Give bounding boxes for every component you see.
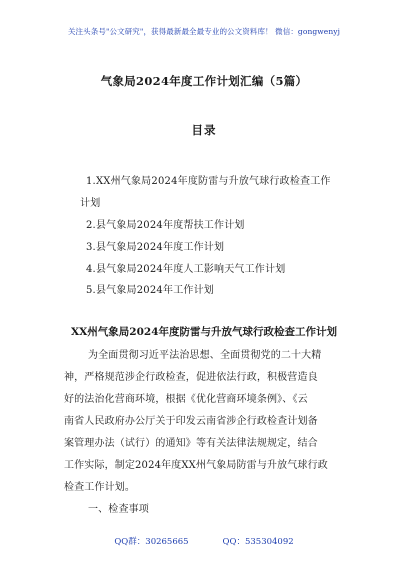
- body-line-4: 南省人民政府办公厅关于印发云南省涉企行政检查计划备: [64, 416, 318, 427]
- toc-item-4: 4.县气象局2024年度人工影响天气工作计划: [86, 264, 286, 275]
- footer-qq-group: QQ群：30265665: [114, 537, 189, 547]
- header-banner: 关注头条号"公文研究"，获得最新最全最专业的公文资料库！ 微信：gongwenyj: [67, 27, 341, 36]
- section-title: XX州气象局2024年度防雷与升放气球行政检查工作计划: [70, 326, 338, 338]
- toc-item-1: 1.XX州气象局2024年度防雷与升放气球行政检查工作: [86, 176, 331, 187]
- body-line-3: 好的法治化营商环境，根据《优化营商环境条例》、《云: [64, 394, 308, 405]
- body-line-5: 案管理办法（试行）的通知》等有关法律法规规定，结合: [64, 438, 318, 449]
- body-line-8: 一、检查事项: [88, 504, 149, 515]
- document-title: 气象局2024年度工作计划汇编（5篇）: [100, 74, 308, 88]
- footer-qq: QQ：535304092: [222, 537, 294, 547]
- footer-contact: [0, 535, 408, 547]
- toc-item-2: 2.县气象局2024年度帮扶工作计划: [86, 220, 245, 231]
- body-line-2: 神，严格规范涉企行政检查，促进依法行政，积极营造良: [64, 372, 318, 383]
- toc-heading: 目录: [191, 123, 217, 137]
- body-line-6: 工作实际，制定2024年度XX州气象局防雷与升放气球行政: [64, 460, 328, 471]
- body-line-7: 检查工作计划。: [64, 482, 136, 493]
- toc-item-1-continued: 计划: [80, 198, 101, 209]
- toc-item-3: 3.县气象局2024年度工作计划: [86, 242, 225, 253]
- body-line-1: 为全面贯彻习近平法治思想、全面贯彻党的二十大精: [88, 350, 322, 361]
- toc-item-5: 5.县气象局2024年工作计划: [86, 285, 214, 296]
